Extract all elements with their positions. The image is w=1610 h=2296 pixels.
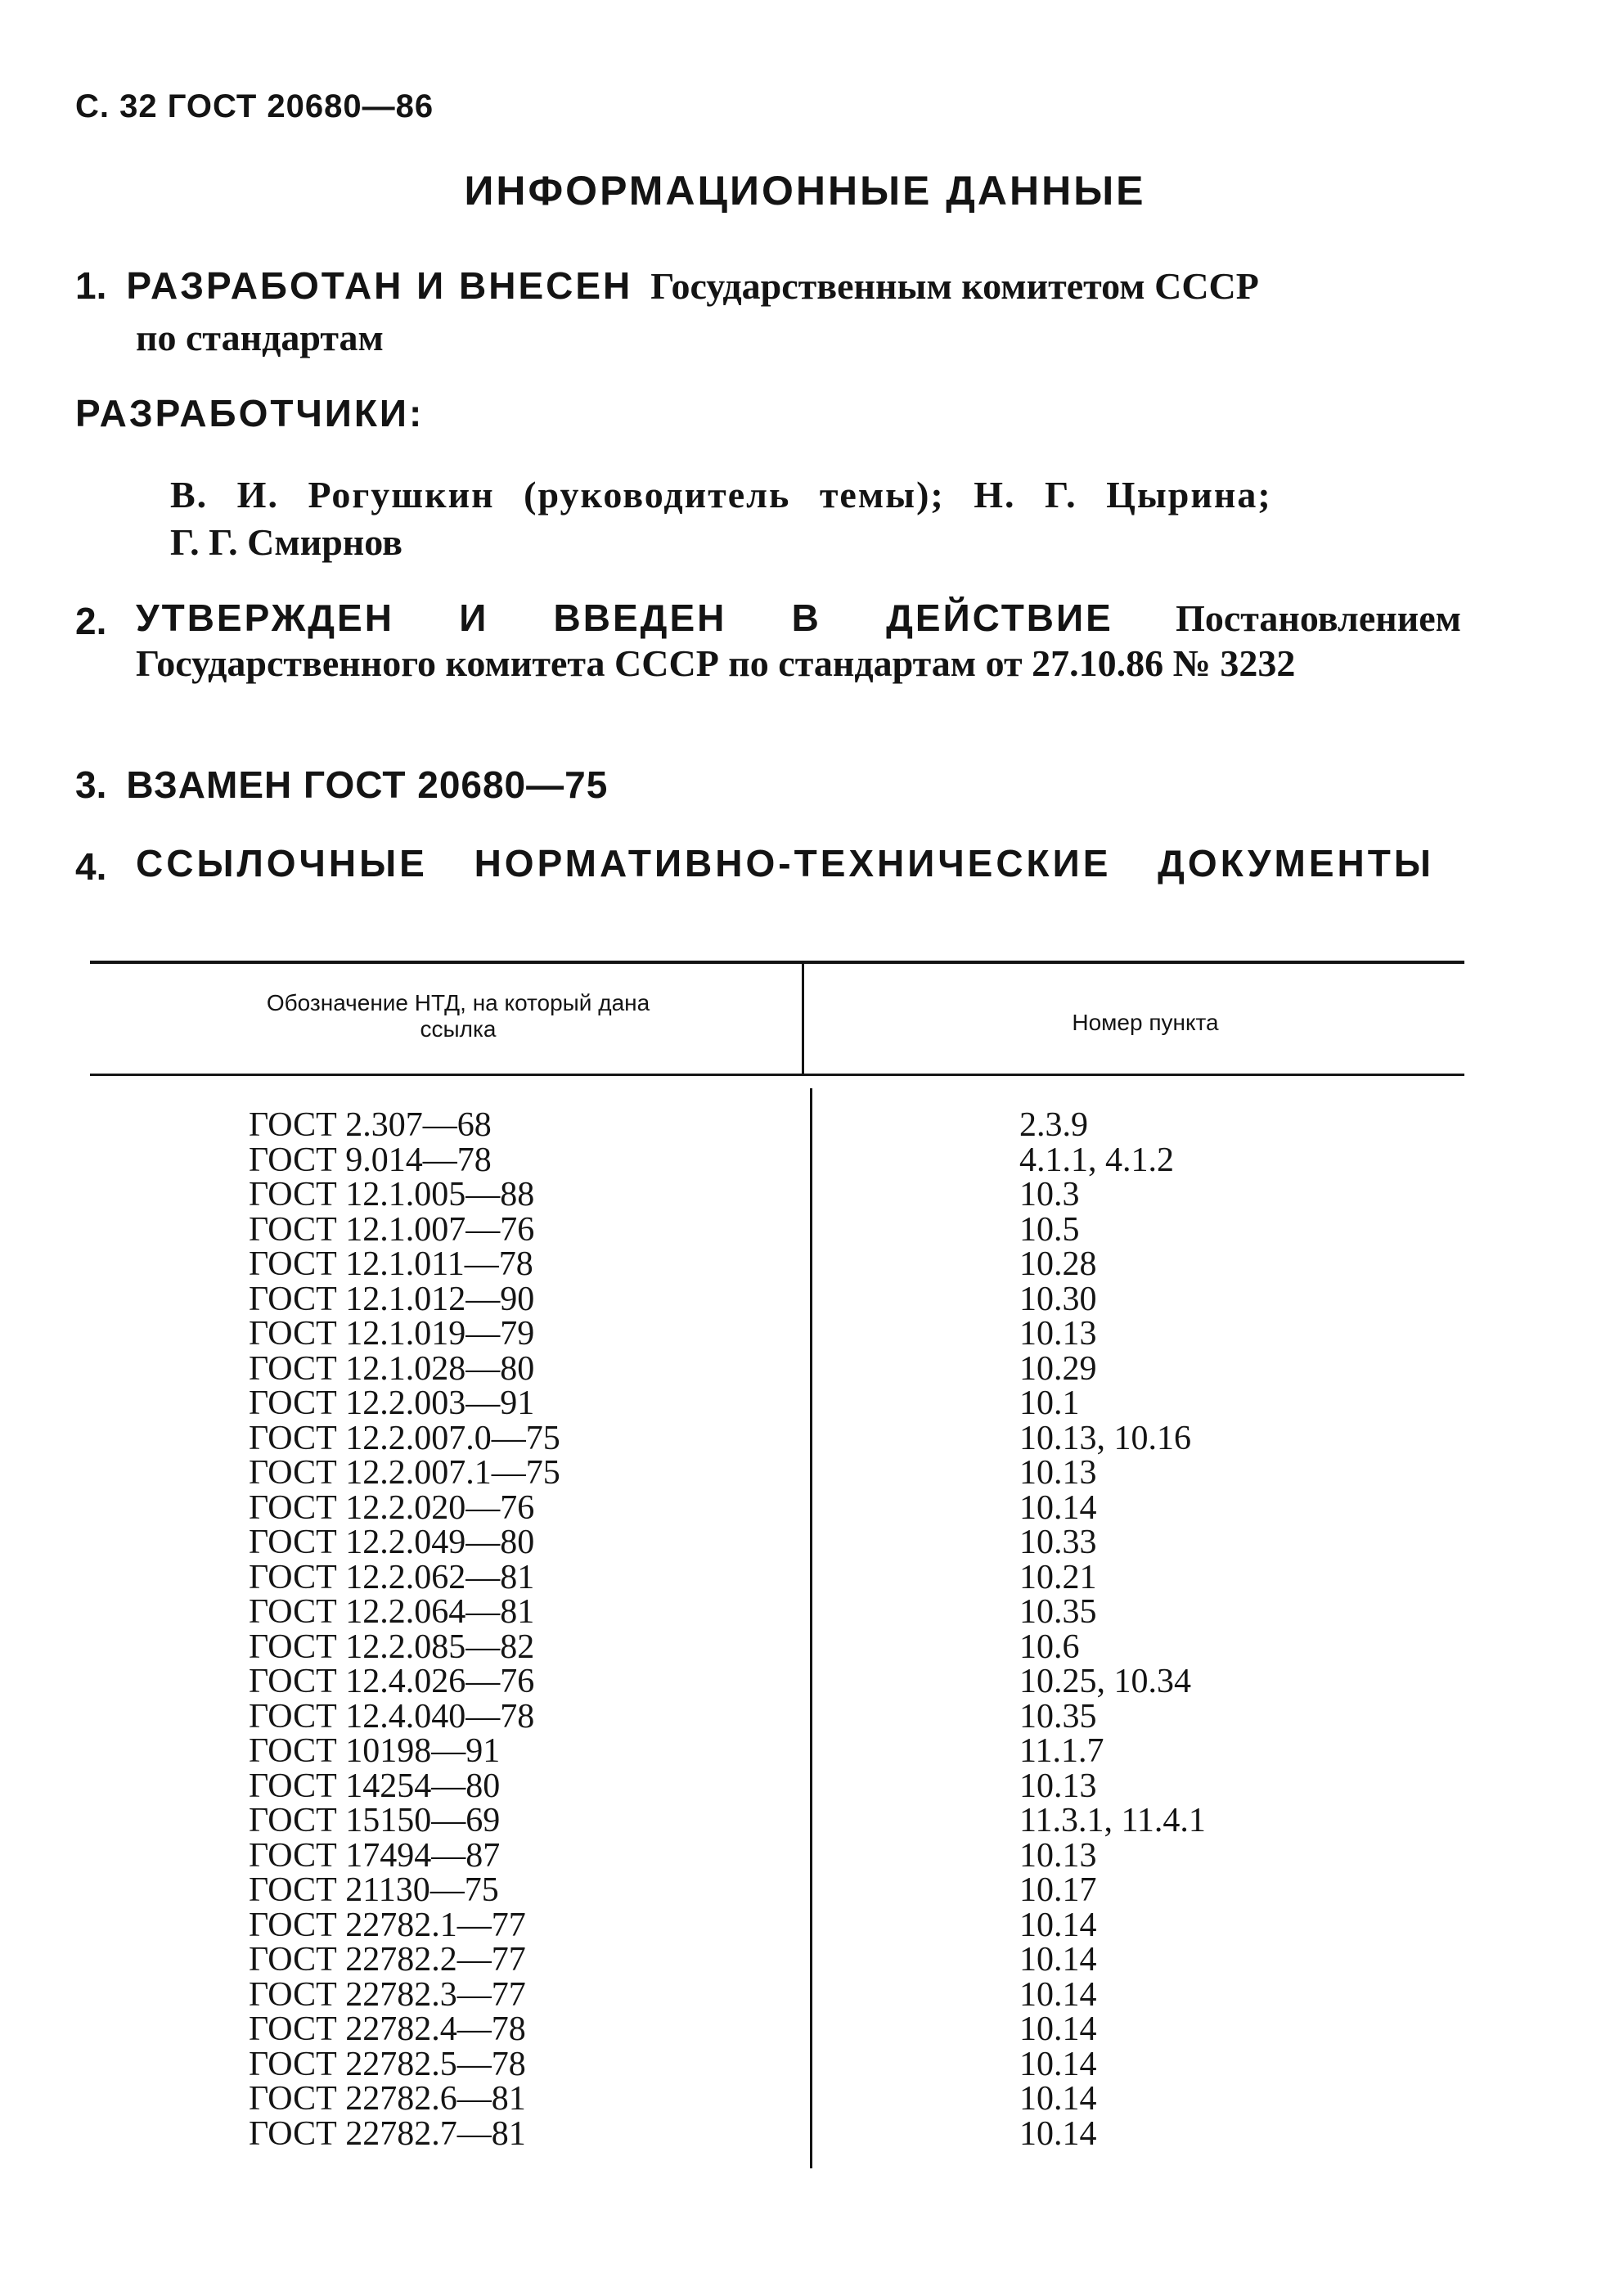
section-4-number: 4. [75,845,107,888]
table-row-designation: ГОСТ 12.1.019—79 [249,1315,535,1353]
page-header: С. 32 ГОСТ 20680—86 [75,88,434,124]
table-row-clause: 10.25, 10.34 [1019,1663,1191,1700]
section-number: 1. [75,264,107,307]
section-2 [136,596,1461,686]
document-title: ИНФОРМАЦИОННЫЕ ДАННЫЕ [464,168,1146,214]
section-4 [136,841,1469,885]
table-row-clause: 10.30 [1019,1280,1097,1318]
column-header-designation: Обозначение НТД, на который дана ссылка [266,990,650,1042]
table-row-designation: ГОСТ 12.2.085—82 [249,1627,535,1666]
table-row-designation: ГОСТ 12.2.049—80 [249,1524,535,1561]
table-row-designation: ГОСТ 21130—75 [249,1871,499,1909]
table-row-designation: ГОСТ 12.2.020—76 [249,1488,535,1527]
table-row-designation: ГОСТ 2.307—68 [249,1106,492,1144]
table-row-clause: 10.13, 10.16 [1019,1419,1191,1457]
table-row-designation: ГОСТ 12.1.005—88 [249,1176,535,1213]
table-row-clause: 10.13 [1019,1836,1097,1875]
table-row-designation: ГОСТ 12.2.003—91 [249,1384,535,1422]
table-row-clause: 10.5 [1019,1210,1080,1249]
table-row-clause: 10.21 [1019,1558,1097,1596]
table-row-designation: ГОСТ 9.014—78 [249,1141,492,1179]
table-row-designation: ГОСТ 17494—87 [249,1836,501,1875]
table-row-designation: ГОСТ 12.2.062—81 [249,1558,535,1596]
table-row-designation: ГОСТ 10198—91 [249,1732,501,1770]
section-heading: ВЗАМЕН ГОСТ 20680—75 [126,763,609,806]
table-column-divider-body [810,1088,812,2168]
table-row-clause: 10.14 [1019,1941,1097,1979]
section-number: 3. [75,763,107,806]
table-row-designation: ГОСТ 12.4.026—76 [249,1663,535,1700]
table-column-divider [802,962,804,1074]
table-row-clause: 10.29 [1019,1349,1097,1388]
table-row-clause: 10.13 [1019,1315,1097,1353]
table-row-designation: ГОСТ 14254—80 [249,1767,501,1805]
table-row-designation: ГОСТ 12.1.012—90 [249,1280,535,1318]
section-heading: РАЗРАБОТАН И ВНЕСЕН [126,264,633,307]
table-row-designation: ГОСТ 22782.5—78 [249,2045,526,2083]
table-row-designation: ГОСТ 22782.6—81 [249,2080,526,2118]
section-text: Государственным комитетом СССР [650,265,1259,307]
table-row-clause: 10.6 [1019,1627,1080,1666]
table-row-designation: ГОСТ 12.2.007.0—75 [249,1419,560,1457]
designation-column [249,1108,560,2151]
table-row-designation: ГОСТ 12.2.007.1—75 [249,1454,560,1492]
table-top-rule [90,961,1464,964]
table-row-clause: 10.14 [1019,2114,1097,2153]
table-row-designation: ГОСТ 22782.4—78 [249,2010,526,2048]
table-row-clause: 10.14 [1019,1975,1097,2014]
table-row-clause: 10.13 [1019,1454,1097,1492]
table-row-clause: 10.14 [1019,2045,1097,2083]
table-row-designation: ГОСТ 12.1.007—76 [249,1210,535,1249]
table-row-clause: 10.1 [1019,1384,1080,1422]
table-row-designation: ГОСТ 15150—69 [249,1802,501,1839]
developers-list-continuation: Г. Г. Смирнов [170,521,402,563]
table-row-clause: 10.3 [1019,1176,1080,1213]
section-3 [75,763,608,807]
developers-list: В. И. Рогушкин (руководитель темы); Н. Г. Цырина; [170,474,1272,515]
table-row-clause: 2.3.9 [1019,1106,1088,1144]
section-2-number: 2. [75,600,107,642]
table-row-clause: 10.35 [1019,1593,1097,1631]
table-row-clause: 10.28 [1019,1245,1097,1283]
table-row-clause: 11.1.7 [1019,1732,1104,1770]
table-row-clause: 10.14 [1019,1488,1097,1527]
section-heading: ССЫЛОЧНЫЕ НОРМАТИВНО-ТЕХНИЧЕСКИЕ ДОКУМЕНТЫ [136,842,1434,885]
table-row-designation: ГОСТ 22782.1—77 [249,1906,526,1944]
table-row-clause: 4.1.1, 4.1.2 [1019,1141,1174,1179]
section-text: Постановлением Государственного комитета СССР по стандартам от 27.10.86 № 3232 [136,597,1461,684]
table-row-designation: ГОСТ 22782.3—77 [249,1975,526,2014]
table-header-rule [90,1074,1464,1076]
table-row-clause: 10.14 [1019,1906,1097,1944]
table-row-designation: ГОСТ 12.4.040—78 [249,1697,535,1736]
table-row-clause: 10.35 [1019,1697,1097,1736]
table-row-designation: ГОСТ 12.2.064—81 [249,1593,535,1631]
developers-heading: РАЗРАБОТЧИКИ: [75,392,425,434]
section-heading: УТВЕРЖДЕН И ВВЕДЕН В ДЕЙСТВИЕ [136,597,1113,639]
column-header-clause: Номер пункта [1072,1010,1219,1035]
table-row-clause: 10.13 [1019,1767,1097,1805]
table-row-clause: 10.33 [1019,1524,1097,1561]
table-row-designation: ГОСТ 22782.7—81 [249,2114,526,2153]
table-row-clause: 10.14 [1019,2010,1097,2048]
table-row-designation: ГОСТ 12.1.028—80 [249,1349,535,1388]
table-row-designation: ГОСТ 22782.2—77 [249,1941,526,1979]
section-1 [75,263,1259,308]
clause-column [1019,1108,1206,2151]
section-1-text-continuation: по стандартам [136,317,384,358]
table-row-clause: 11.3.1, 11.4.1 [1019,1802,1206,1839]
table-row-clause: 10.14 [1019,2080,1097,2118]
table-row-designation: ГОСТ 12.1.011—78 [249,1245,533,1283]
table-row-clause: 10.17 [1019,1871,1097,1909]
